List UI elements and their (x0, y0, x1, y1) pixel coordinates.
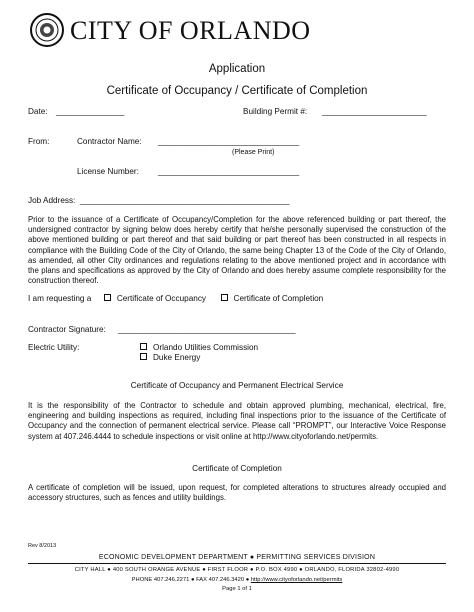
page-title: Application (208, 63, 266, 75)
building-permit-field[interactable]: _______________________ (322, 107, 427, 116)
completion-checkbox[interactable] (221, 294, 228, 301)
job-address-field[interactable]: ______________________________________________ (80, 196, 290, 205)
license-number-field[interactable]: _______________________________ (158, 167, 300, 176)
certification-paragraph: Prior to the issuance of a Certificate of Occupancy/Completion for the above referenced building or part thereof, the undersigned contractor by signing below does hereby certify that he/she personally supervised the construction of the above mentioned building or part thereof and that said building or part thereof has been constructed in all respects in compliance with the Building Code of the City of Orlando, the same being Chapter 13 of the Code of the City of Orlando, as amended, all other City ordinances and regulations relating to the above mentioned project and in accordance with the plans and specifications as approved by the City of Orlando and does hereby assume complete responsibility for the construction thereof. (28, 215, 446, 286)
footer-contact (0, 577, 474, 583)
occupancy-checkbox[interactable] (104, 294, 111, 301)
utility-duke-option (140, 353, 200, 363)
request-row (28, 294, 323, 304)
city-seal-logo (30, 13, 64, 47)
license-number-label: License Number: (77, 167, 139, 176)
utility-ouc-option (140, 343, 258, 353)
job-address-label: Job Address: (28, 196, 76, 205)
page-subtitle: Certificate of Occupancy / Certificate of Completion (106, 85, 368, 97)
date-field[interactable]: _______________ (56, 107, 125, 116)
completion-paragraph: A certificate of completion will be issued, upon request, for completed alterations to structures already occupied and accessory structures, such as fences and utility buildings. (28, 483, 446, 503)
signature-field[interactable]: _______________________________________ (118, 325, 296, 334)
requesting-label: I am requesting a (28, 294, 92, 303)
contractor-name-field[interactable]: _______________________________ (158, 137, 300, 146)
contractor-name-label: Contractor Name: (77, 137, 142, 146)
duke-label: Duke Energy (153, 353, 201, 362)
seal-icon (32, 15, 62, 45)
ouc-checkbox[interactable] (140, 343, 147, 350)
from-label: From: (28, 137, 50, 146)
page-number: Page 1 of 1 (222, 586, 252, 592)
duke-checkbox[interactable] (140, 353, 147, 360)
footer-address: CITY HALL ● 400 SOUTH ORANGE AVENUE ● FIRST FLOOR ● P.O. BOX 4990 ● ORLANDO, FLORIDA 32802-4990 (74, 567, 400, 573)
completion-option-label: Certificate of Completion (233, 294, 324, 303)
footer-divider (28, 563, 446, 564)
building-permit-label: Building Permit #: (243, 107, 308, 116)
occupancy-option-label: Certificate of Occupancy (116, 294, 207, 303)
revision-date: Rev 8/2013 (28, 543, 57, 549)
completion-heading: Certificate of Completion (192, 464, 282, 473)
footer-department: ECONOMIC DEVELOPMENT DEPARTMENT ● PERMITTING SERVICES DIVISION (98, 554, 376, 561)
city-logo-text: CITY OF ORLANDO (70, 16, 311, 45)
ouc-label: Orlando Utilities Commission (153, 343, 259, 352)
footer-website-link[interactable]: http://www.cityoforlando.net/permits (250, 577, 343, 583)
electrical-service-heading: Certificate of Occupancy and Permanent Electrical Service (130, 381, 344, 390)
signature-label: Contractor Signature: (28, 325, 106, 334)
footer-phone-fax: PHONE 407.246.2271 ● FAX 407.246.3420 ● (131, 577, 251, 583)
please-print-hint: (Please Print) (232, 149, 275, 156)
electrical-service-paragraph: It is the responsibility of the Contractor to schedule and obtain approved plumbing, mechanical, electrical, fire, engineering and building inspections as required, including final inspections prior to the issuance of the Certificate of Occupancy and the connection of permanent electrical service. Please call “PROMPT”, our Interactive Voice Response system at 407.246.4444 to schedule inspections or visit online at http://www.cityoforlando.net/permits. (28, 401, 446, 441)
electric-utility-label: Electric Utility: (28, 343, 80, 352)
date-label: Date: (28, 107, 48, 116)
